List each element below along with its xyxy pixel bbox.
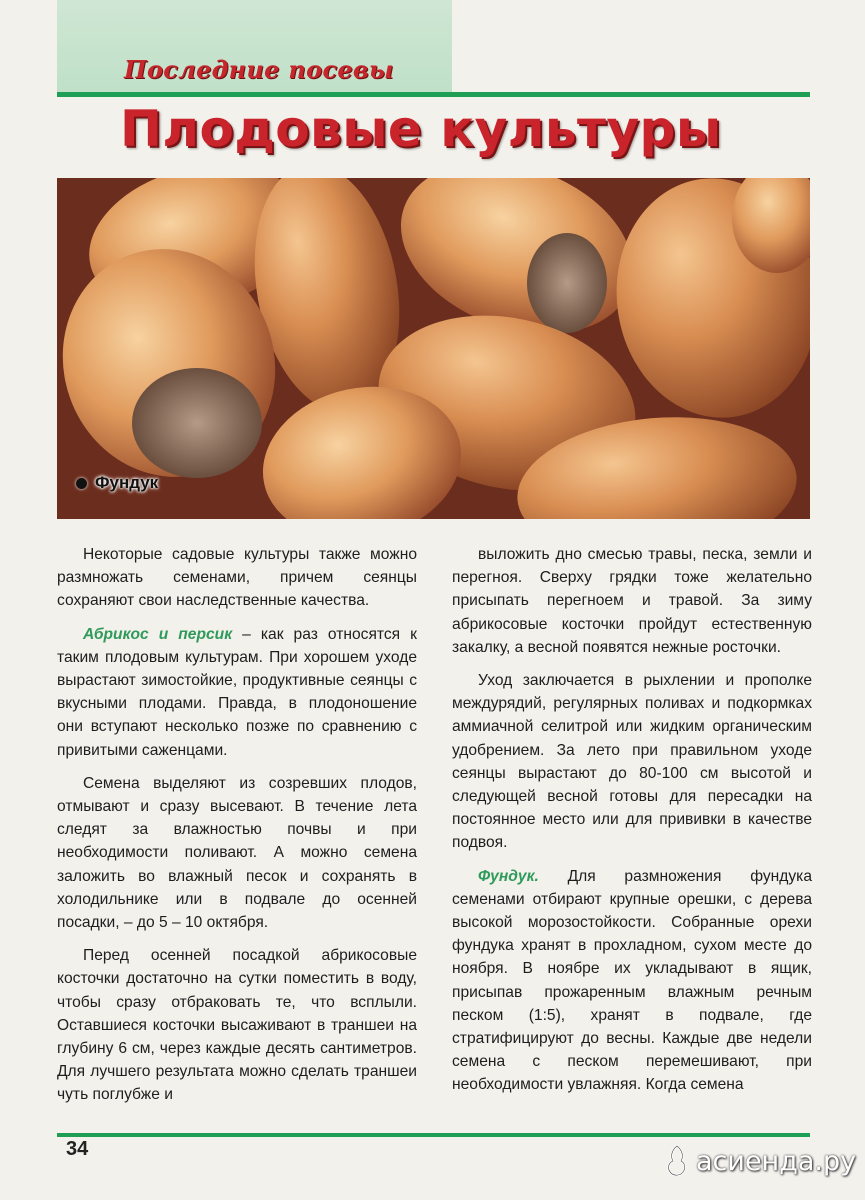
hazelnut-group — [57, 178, 810, 519]
rubric-label: Последние посевы — [124, 55, 394, 84]
paragraph: Семена выделяют из созревших плодов, отмывают и сразу высевают. В течение лета следят за влажностью почвы и при необходимости поливают. А можно семена заложить во влажный песок и сохранять в холодильнике или в подвале до осенней посадки, – до 5 – 10 октября. — [57, 774, 417, 932]
paragraph: выложить дно смесью травы, песка, земли и перегноя. Сверху грядки тоже желательно присыпать перегноем и травой. За зиму абрикосовые косточки пройдут естественную закалку, а весной появятся нежные росточки. — [452, 546, 812, 656]
photo-caption-text: Фундук — [95, 473, 159, 492]
watermark — [664, 1144, 856, 1178]
hazelnut-photo — [57, 178, 810, 519]
photo-caption — [76, 473, 158, 493]
paragraph-text: – как раз относятся к таким плодовым культурам. При хорошем уходе вырастают зимостойкие, продуктивные сеянцы с вкусными плодами. Правда, в плодоношение они вступают несколько позже по сравнению с привитыми саженцами. — [57, 625, 417, 759]
bullet-icon — [76, 478, 87, 489]
paragraph — [57, 623, 417, 762]
highlight-hazelnut: Фундук. — [478, 867, 539, 885]
right-column — [452, 543, 812, 1107]
watermark-text: асиенда.ру — [696, 1145, 857, 1177]
article-title: Плодовые культуры — [120, 100, 722, 158]
paragraph: Перед осенней посадкой абрикосовые косточки достаточно на сутки поместить в воду, чтобы сразу отбраковать те, что всплыли. Оставшиеся косточки высаживают в траншеи на глубину 6 см, через каждые десять сантиметров. Для лучшего результата можно сделать траншеи чуть поглубже и — [57, 947, 417, 1104]
hand-logo-icon — [664, 1144, 690, 1178]
paragraph-text: Для размножения фундука семенами отбирают крупные орешки, с дерева высокой морозостойкости. Собранные орехи фундука хранят в прохладном, сухом месте до ноября. В ноябре их укладывают в ящик, присыпав прожаренным влажным речным песком (1:5), хранят в подвале, где стратифицируют до весны. Каждые две недели семена с песком перемешивают, при необходимости увлажняя. Когда семена — [452, 867, 812, 1094]
hazelnut-illustration — [57, 178, 810, 519]
paragraph — [452, 865, 812, 1097]
left-column — [57, 543, 417, 1117]
page-number: 34 — [66, 1138, 89, 1160]
highlight-apricot: Абрикос и персик — [83, 625, 233, 643]
paragraph: Некоторые садовые культуры также можно размножать семенами, причем сеянцы сохраняют свои наследственные качества. — [57, 546, 417, 610]
paragraph: Уход заключается в рыхлении и прополке междурядий, регулярных поливах и подкормках аммиачной селитрой или жидким органическим удобрением. За лето при правильном уходе сеянцы вырастают до 80-100 см высотой и следующей весной готовы для пересадки на постоянное место или для прививки в качестве подвоя. — [452, 672, 812, 852]
bottom-divider — [57, 1133, 810, 1137]
top-divider — [57, 92, 810, 97]
